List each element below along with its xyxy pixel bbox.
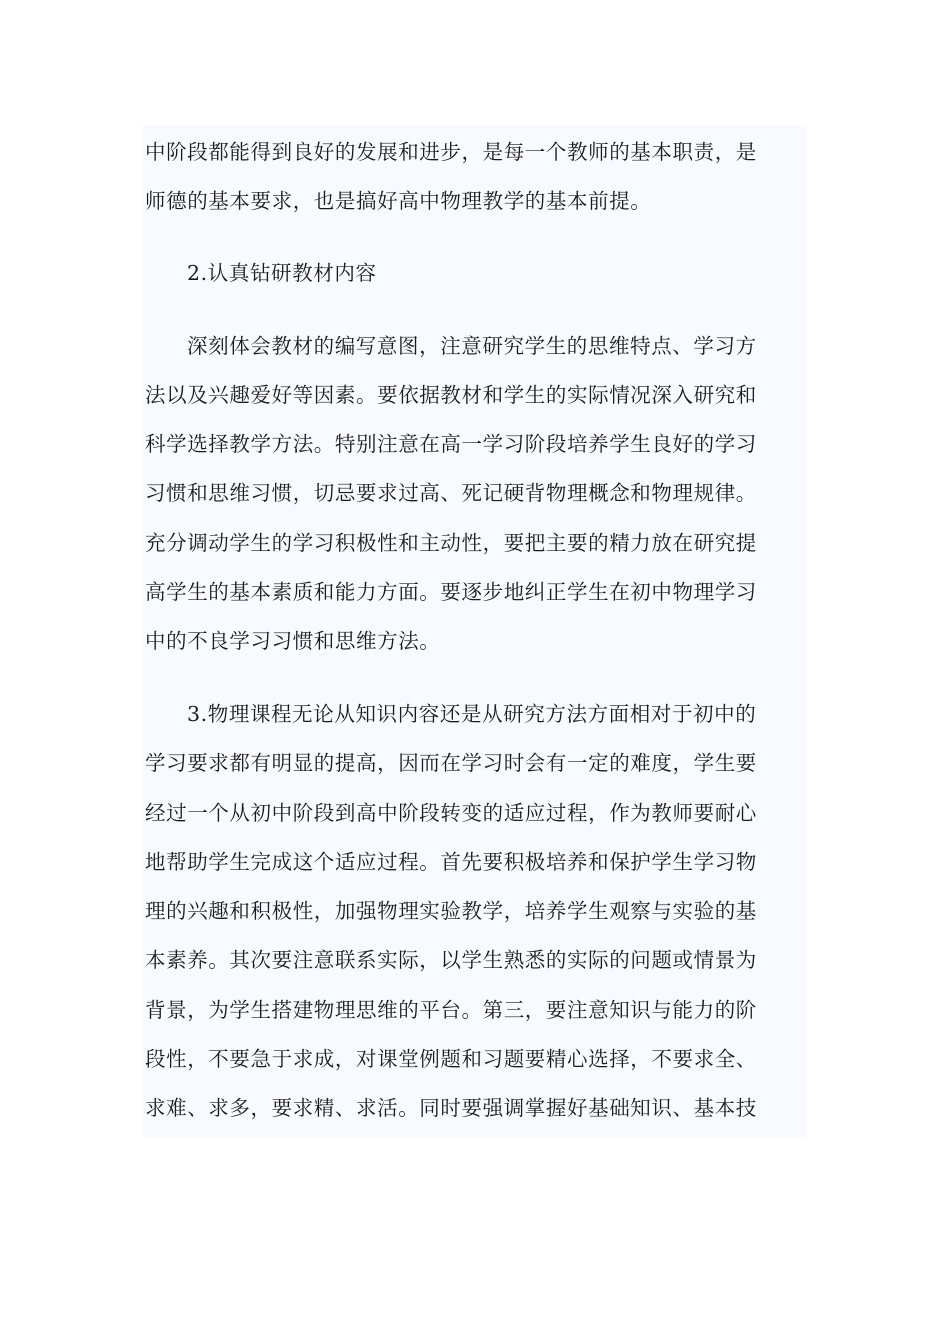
paragraph-line: 学习要求都有明显的提高，因而在学习时会有一定的难度，学生要: [145, 751, 757, 775]
paragraph-line: 理的兴趣和积极性，加强物理实验教学，培养学生观察与实验的基: [145, 899, 757, 923]
paragraph-line: 本素养。其次要注意联系实际，以学生熟悉的实际的问题或情景为: [145, 948, 757, 972]
paragraph-line: 求难、求多，要求精、求活。同时要强调掌握好基础知识、基本技: [145, 1096, 757, 1120]
paragraph-line: 经过一个从初中阶段到高中阶段转变的适应过程，作为教师要耐心: [145, 801, 757, 825]
paragraph-line: 中阶段都能得到良好的发展和进步，是每一个教师的基本职责，是: [145, 140, 757, 164]
paragraph-line: 段性，不要急于求成，对课堂例题和习题要精心选择，不要求全、: [145, 1047, 757, 1071]
paragraph-line: 法以及兴趣爱好等因素。要依据教材和学生的实际情况深入研究和: [145, 383, 757, 407]
paragraph-line: 中的不良学习习惯和思维方法。: [145, 629, 441, 653]
paragraph-line: 地帮助学生完成这个适应过程。首先要积极培养和保护学生学习物: [145, 850, 757, 874]
paragraph-line: 背景，为学生搭建物理思维的平台。第三，要注意知识与能力的阶: [145, 998, 757, 1022]
paragraph-line: 师德的基本要求，也是搞好高中物理教学的基本前提。: [145, 189, 652, 213]
paragraph-line: 科学选择教学方法。特别注意在高一学习阶段培养学生良好的学习: [145, 432, 757, 456]
paragraph-line: 深刻体会教材的编写意图，注意研究学生的思维特点、学习方: [187, 334, 757, 358]
paragraph-line: 高学生的基本素质和能力方面。要逐步地纠正学生在初中物理学习: [145, 580, 757, 604]
text-block: [143, 125, 807, 1137]
paragraph-line: 3.物理课程无论从知识内容还是从研究方法方面相对于初中的: [187, 702, 757, 726]
paragraph-line: 习惯和思维习惯，切忌要求过高、死记硬背物理概念和物理规律。: [145, 481, 757, 505]
section-heading: 2.认真钻研教材内容: [187, 261, 377, 285]
paragraph-line: 充分调动学生的学习积极性和主动性，要把主要的精力放在研究提: [145, 531, 757, 555]
